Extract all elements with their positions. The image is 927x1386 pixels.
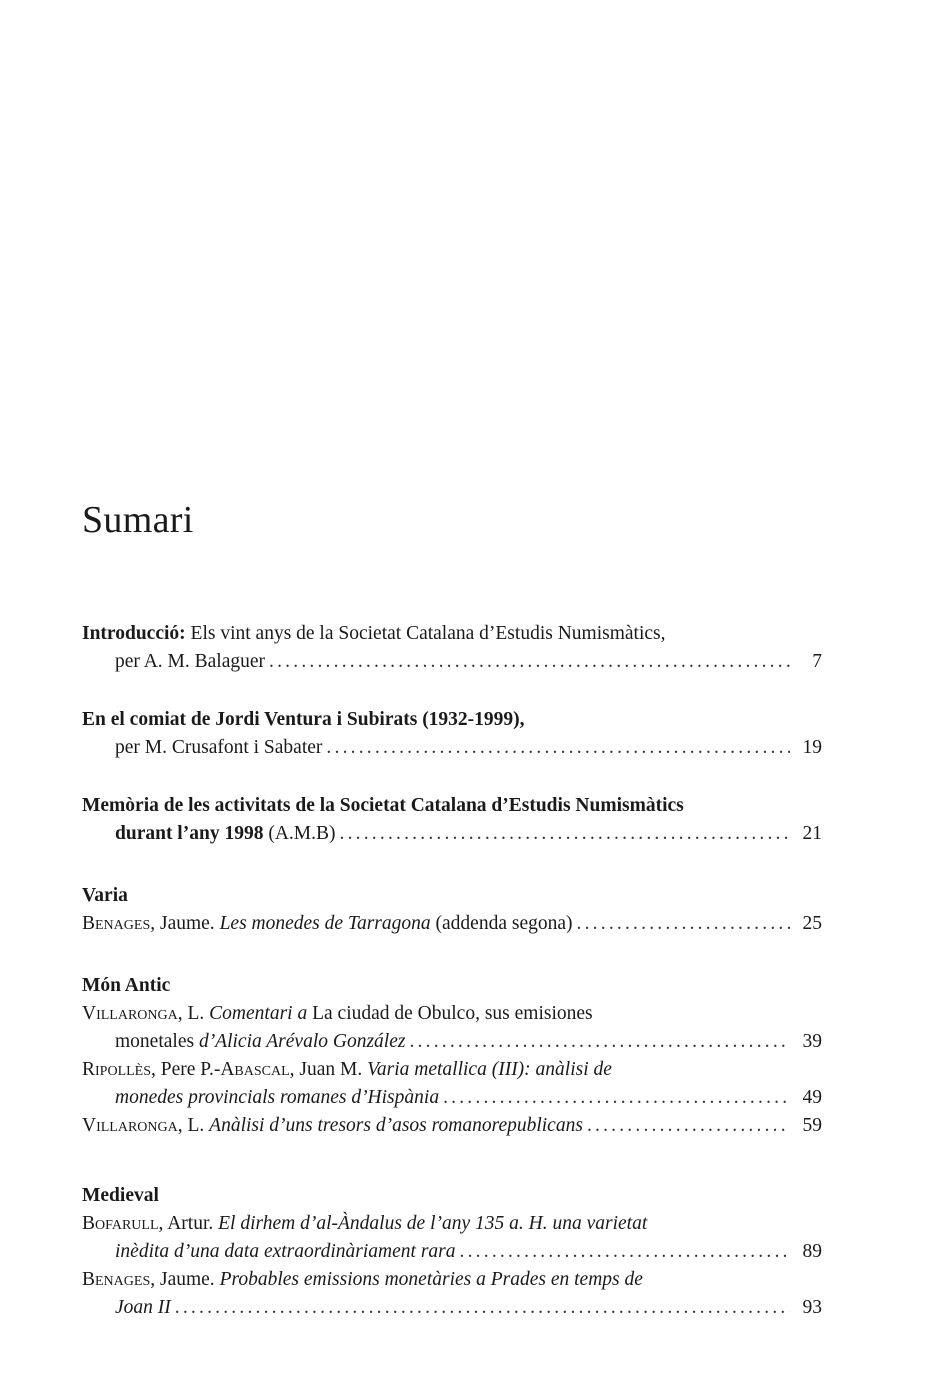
page-number: 49 — [802, 1087, 822, 1108]
entry-line2-italic: monedes provincials romanes d’Hispània — [115, 1087, 440, 1108]
dot-leader — [443, 1084, 790, 1112]
author2-rest: , Juan M. — [289, 1059, 368, 1080]
page-number: 25 — [802, 913, 822, 934]
intro-text: Els vint anys de la Societat Catalana d’Estudis Numismàtics, — [185, 623, 666, 644]
author-surname: Bofarull — [82, 1213, 159, 1234]
author-rest: , Jaume. — [150, 1269, 220, 1290]
author-surname: Villaronga — [82, 1003, 178, 1024]
dot-leader — [577, 910, 790, 938]
toc-entry-intro-line2[interactable] — [82, 648, 822, 676]
entry-title: Les monedes de Tarragona — [219, 913, 431, 934]
author-rest: , Jaume. — [150, 913, 220, 934]
memoria-line2-bold: durant l’any 1998 — [115, 823, 264, 844]
author-surname: Ripollès — [82, 1059, 152, 1080]
entry-title: Varia metallica (III): anàlisi de — [367, 1059, 612, 1080]
author-rest: , Artur. — [158, 1213, 219, 1234]
page-title: Sumari — [82, 499, 194, 541]
dot-leader — [269, 648, 790, 676]
toc-entry-medieval-2-line1 — [82, 1266, 822, 1294]
author-surname: Villaronga — [82, 1115, 178, 1136]
entry-title: Anàlisi d’uns tresors d’asos romanorepublicans — [209, 1115, 583, 1136]
page-number: 21 — [802, 823, 822, 844]
table-of-contents — [82, 620, 822, 1322]
dot-leader — [409, 1028, 790, 1056]
section-heading-medieval: Medieval — [82, 1185, 159, 1206]
page-number: 19 — [802, 737, 822, 758]
author-surname: Benages — [82, 1269, 151, 1290]
entry-title: El dirhem d’al-Àndalus de l’any 135 a. H. una varietat — [218, 1213, 648, 1234]
intro-byline: per A. M. Balaguer — [115, 651, 266, 672]
toc-entry-mon-antic-2-line2[interactable] — [82, 1084, 822, 1112]
toc-entry-mon-antic-3[interactable] — [82, 1112, 822, 1140]
entry-line2-italic: d’Alicia Arévalo González — [198, 1031, 406, 1052]
author-surname: Benages — [82, 913, 151, 934]
memoria-line2-rest: (A.M.B) — [263, 823, 336, 844]
page-number: 7 — [812, 651, 822, 672]
entry-suffix: (addenda segona) — [430, 913, 573, 934]
toc-entry-comiat-heading: En el comiat de Jordi Ventura i Subirats (1932-1999), — [82, 709, 525, 730]
entry-title-rest: La ciudad de Obulco, sus emisiones — [307, 1003, 593, 1024]
entry-line2-plain: monetales — [115, 1031, 199, 1052]
author2-surname: Abascal — [220, 1059, 290, 1080]
section-heading-varia: Varia — [82, 885, 128, 906]
dot-leader — [326, 734, 790, 762]
toc-entry-mon-antic-1-line1 — [82, 1000, 822, 1028]
page-number: 89 — [802, 1241, 822, 1262]
entry-title: Probables emissions monetàries a Prades en temps de — [219, 1269, 643, 1290]
entry-line2-italic: inèdita d’una data extraordinàriament rara — [115, 1241, 456, 1262]
page-number: 39 — [802, 1031, 822, 1052]
author-rest: , L. — [177, 1115, 210, 1136]
toc-entry-memoria-line2[interactable] — [82, 820, 822, 848]
toc-entry-mon-antic-1-line2[interactable] — [82, 1028, 822, 1056]
section-heading-mon-antic: Món Antic — [82, 975, 171, 996]
toc-entry-medieval-2-line2[interactable] — [82, 1294, 822, 1322]
toc-entry-intro-line1 — [82, 620, 822, 648]
toc-entry-memoria-heading: Memòria de les activitats de la Societat Catalana d’Estudis Numismàtics — [82, 795, 684, 816]
page-number: 93 — [802, 1297, 822, 1318]
toc-entry-medieval-1-line2[interactable] — [82, 1238, 822, 1266]
intro-label: Introducció: — [82, 623, 186, 644]
dot-leader — [340, 820, 791, 848]
author-rest: , Pere P.- — [151, 1059, 221, 1080]
toc-entry-medieval-1-line1 — [82, 1210, 822, 1238]
author-rest: , L. — [177, 1003, 210, 1024]
toc-entry-mon-antic-2-line1 — [82, 1056, 822, 1084]
toc-entry-varia-1[interactable] — [82, 910, 822, 938]
entry-line2-italic: Joan II — [115, 1297, 171, 1318]
page-number: 59 — [802, 1115, 822, 1136]
dot-leader — [175, 1294, 790, 1322]
toc-entry-comiat-line2[interactable] — [82, 734, 822, 762]
comiat-byline: per M. Crusafont i Sabater — [115, 737, 323, 758]
entry-title-pre: Comentari a — [209, 1003, 308, 1024]
dot-leader — [587, 1112, 790, 1140]
dot-leader — [460, 1238, 790, 1266]
